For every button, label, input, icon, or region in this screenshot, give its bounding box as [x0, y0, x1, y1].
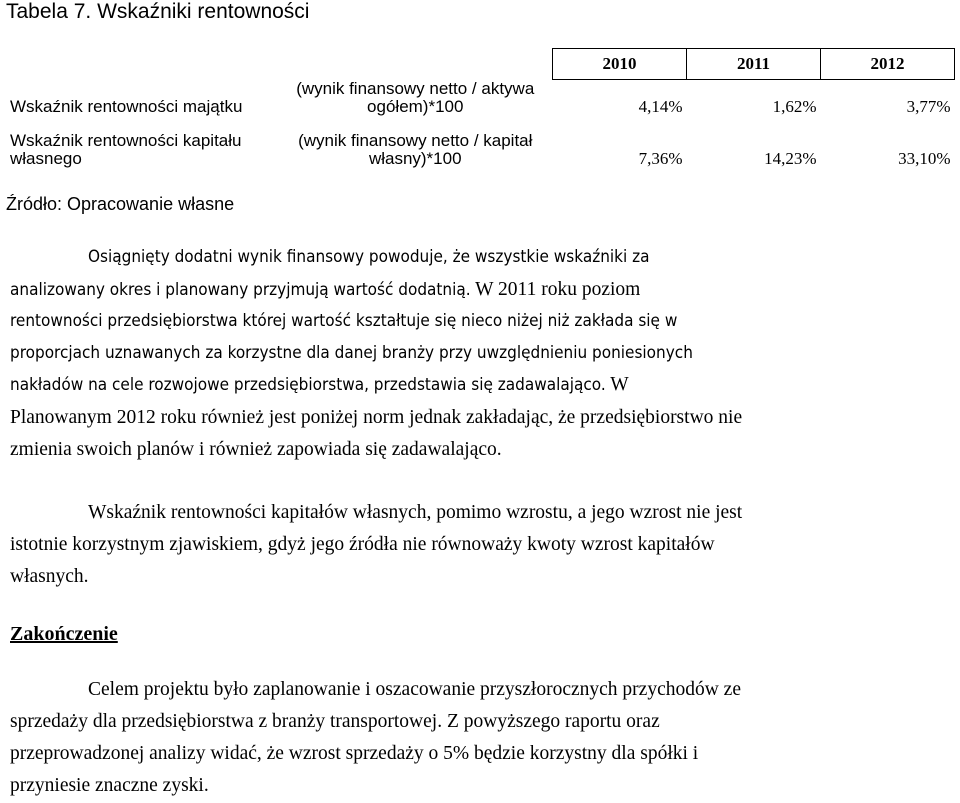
- indicator-value: 7,36%: [638, 148, 683, 168]
- table-row: [6, 80, 955, 116]
- year-header: 2012: [821, 49, 955, 80]
- indicator-value: 3,77%: [906, 96, 951, 116]
- indicator-formula: (wynik finansowy netto / aktywa ogółem)*100: [296, 78, 535, 116]
- indicator-value: 14,23%: [764, 148, 817, 168]
- indicator-value: 4,14%: [638, 96, 683, 116]
- paragraph-conclusion: Celem projektu było zaplanowanie i oszacowanie przyszłorocznych przychodów ze sprzedaży dla przedsiębiorstwa z branży transportowej. Z powyższego raportu oraz przeprowadzonej analizy widać, że wzrost sprzedaży o 5% będzie korzystny dla spółki i przyniesie znaczne zyski.: [10, 679, 741, 796]
- year-header: 2010: [553, 49, 687, 80]
- indicator-value: 1,62%: [772, 96, 817, 116]
- profitability-table: [6, 48, 955, 168]
- table-header-row: [6, 49, 955, 80]
- indicator-formula: (wynik finansowy netto / kapitał własny)*100: [298, 130, 533, 168]
- table-row: [6, 116, 955, 168]
- year-header: 2011: [687, 49, 821, 80]
- paragraph-equity: Wskaźnik rentowności kapitałów własnych, pomimo wzrostu, a jego wzrost nie jest istotnie korzystnym zjawiskiem, gdyż jego źródła nie równoważy kwoty wzrost kapitałów własnych.: [10, 502, 743, 587]
- indicator-value: 33,10%: [898, 148, 951, 168]
- section-heading: Zakończenie: [10, 623, 118, 645]
- table-caption: Tabela 7. Wskaźniki rentowności: [6, 0, 310, 23]
- table-source: Źródło: Opracowanie własne: [6, 194, 235, 214]
- indicator-name: Wskaźnik rentowności majątku: [10, 96, 243, 116]
- indicator-name: Wskaźnik rentowności kapitału własnego: [10, 130, 242, 168]
- paragraph-analysis: Osiągnięty dodatni wynik finansowy powoduje, że wszystkie wskaźniki za analizowany okres i planowany przyjmują wartość dodatnią. W 2011 roku poziom rentowności przedsiębiorstwa której wartość kształtuje się nieco niżej niż zakłada się w proporcjach uznawanych za korzystne dla danej branży przy uwzględnieniu poniesionych nakładów na cele rozwojowe przedsiębiorstwa, przedstawia się zadawalająco. W Planowanym 2012 roku również jest poniżej norm jednak zakładając, że przedsiębiorstwo nie zmienia swoich planów i również zapowiada się zadawalająco.: [10, 247, 743, 460]
